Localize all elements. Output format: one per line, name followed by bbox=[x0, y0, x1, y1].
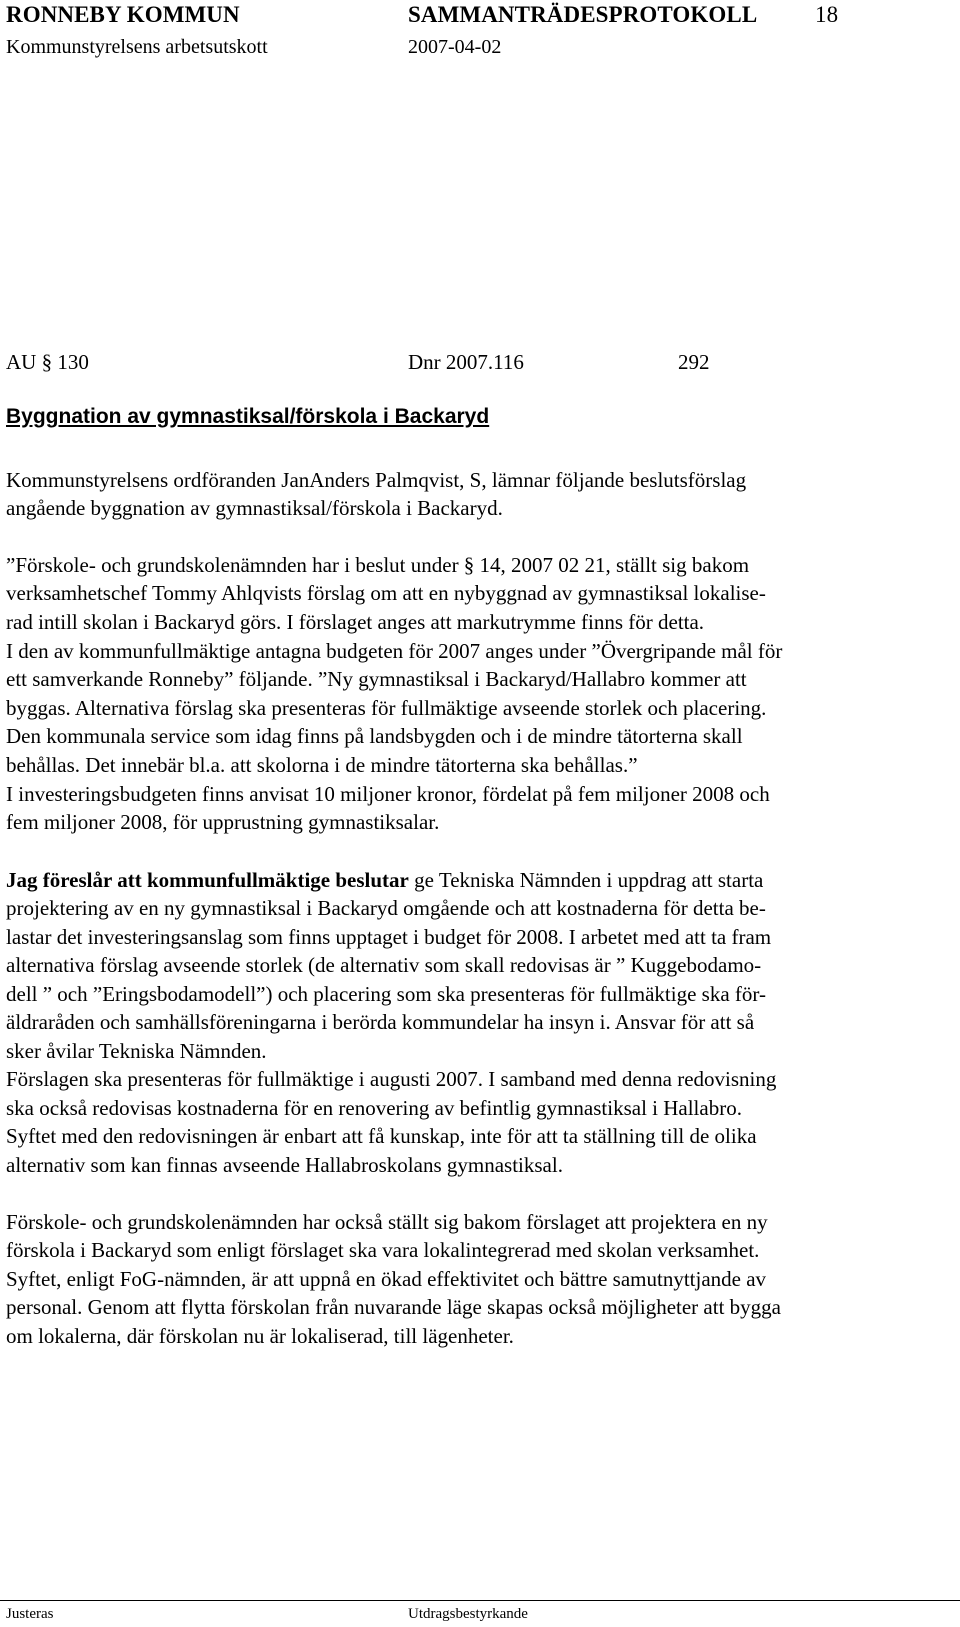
proposal-lead bbox=[6, 866, 763, 894]
quote-line: ”Förskole- och grundskolenämnden har i beslut under § 14, 2007 02 21, ställt sig bakom bbox=[6, 553, 750, 577]
closing-line: om lokalerna, där förskolan nu är lokaliserad, till lägenheter. bbox=[6, 1324, 514, 1348]
quote-line: rad intill skolan i Backaryd görs. I förslaget anges att markutrymme finns för detta. bbox=[6, 610, 705, 634]
closing-line: personal. Genom att flytta förskolan från nuvarande läge skapas också möjligheter att bygga bbox=[6, 1295, 781, 1319]
proposal-line: dell ” och ”Eringsbodamodell”) och placering som ska presenteras för fullmäktige ska för- bbox=[6, 982, 766, 1006]
quote-line: I investeringsbudgeten finns anvisat 10 miljoner kronor, fördelat på fem miljoner 2008 och bbox=[6, 782, 770, 806]
footer-utdragsbestyrkande: Utdragsbestyrkande bbox=[408, 1606, 528, 1622]
footer-divider bbox=[0, 1600, 960, 1601]
proposal-line: alternativ som kan finnas avseende Hallabroskolans gymnastiksal. bbox=[6, 1153, 563, 1177]
item-title: Byggnation av gymnastiksal/förskola i Backaryd bbox=[6, 405, 490, 428]
committee-name: Kommunstyrelsens arbetsutskott bbox=[6, 36, 268, 58]
page-number: 18 bbox=[815, 2, 839, 27]
proposal-line: sker åvilar Tekniska Nämnden. bbox=[6, 1039, 267, 1063]
intro-line: angående byggnation av gymnastiksal/förskola i Backaryd. bbox=[6, 496, 503, 520]
municipality-name: RONNEBY KOMMUN bbox=[6, 2, 240, 27]
closing-line: Syftet, enligt FoG-nämnden, är att uppnå en ökad effektivitet och bättre samutnyttjande av bbox=[6, 1267, 767, 1291]
closing-line: förskola i Backaryd som enligt förslaget ska vara lokalintegrerad med skolan verksamhet. bbox=[6, 1238, 760, 1262]
proposal-line: alternativa förslag avseende storlek (de alternativ som skall redovisas är ” Kuggebodamo- bbox=[6, 953, 762, 977]
document-type: SAMMANTRÄDESPROTOKOLL bbox=[408, 2, 758, 27]
closing-line: Förskole- och grundskolenämnden har också ställt sig bakom förslaget att projektera en ny bbox=[6, 1210, 768, 1234]
quote-line: Den kommunala service som idag finns på landsbygden och i de mindre tätorterna skall bbox=[6, 724, 743, 748]
proposal-line: Syftet med den redovisningen är enbart att få kunskap, inte för att ta ställning till de olika bbox=[6, 1124, 757, 1148]
proposal-line: Förslagen ska presenteras för fullmäktige i augusti 2007. I samband med denna redovisning bbox=[6, 1067, 777, 1091]
quote-line: I den av kommunfullmäktige antagna budgeten för 2007 anges under ”Övergripande mål för bbox=[6, 639, 783, 663]
proposal-line: lastar det investeringsanslag som finns upptaget i budget för 2008. I arbetet med att ta fram bbox=[6, 925, 772, 949]
paragraph-reference: AU § 130 bbox=[6, 350, 89, 374]
proposal-line: projektering av en ny gymnastiksal i Backaryd omgående och att kostnaderna för detta be- bbox=[6, 896, 766, 920]
quote-line: behållas. Det innebär bl.a. att skolorna i de mindre tätorterna ska behållas.” bbox=[6, 753, 638, 777]
meeting-date: 2007-04-02 bbox=[408, 36, 502, 58]
diary-number: Dnr 2007.116 bbox=[408, 350, 524, 374]
quote-line: fem miljoner 2008, för upprustning gymnastiksalar. bbox=[6, 810, 440, 834]
quote-line: ett samverkande Ronneby” följande. ”Ny gymnastiksal i Backaryd/Hallabro kommer att bbox=[6, 667, 747, 691]
proposal-lead-rest: ge Tekniska Nämnden i uppdrag att starta bbox=[408, 868, 764, 892]
intro-line: Kommunstyrelsens ordföranden JanAnders Palmqvist, S, lämnar följande beslutsförslag bbox=[6, 468, 747, 492]
quote-line: verksamhetschef Tommy Ahlqvists förslag om att en nybyggnad av gymnastiksal lokalise- bbox=[6, 581, 766, 605]
proposal-lead-bold: Jag föreslår att kommunfullmäktige beslutar bbox=[6, 868, 409, 892]
proposal-line: ska också redovisas kostnaderna för en renovering av befintlig gymnastiksal i Hallabro. bbox=[6, 1096, 742, 1120]
item-number: 292 bbox=[678, 350, 710, 374]
proposal-line: äldraråden och samhällsföreningarna i berörda kommundelar ha insyn i. Ansvar för att så bbox=[6, 1010, 755, 1034]
quote-line: byggas. Alternativa förslag ska presenteras för fullmäktige avseende storlek och placering. bbox=[6, 696, 767, 720]
footer-justeras: Justeras bbox=[6, 1606, 54, 1622]
